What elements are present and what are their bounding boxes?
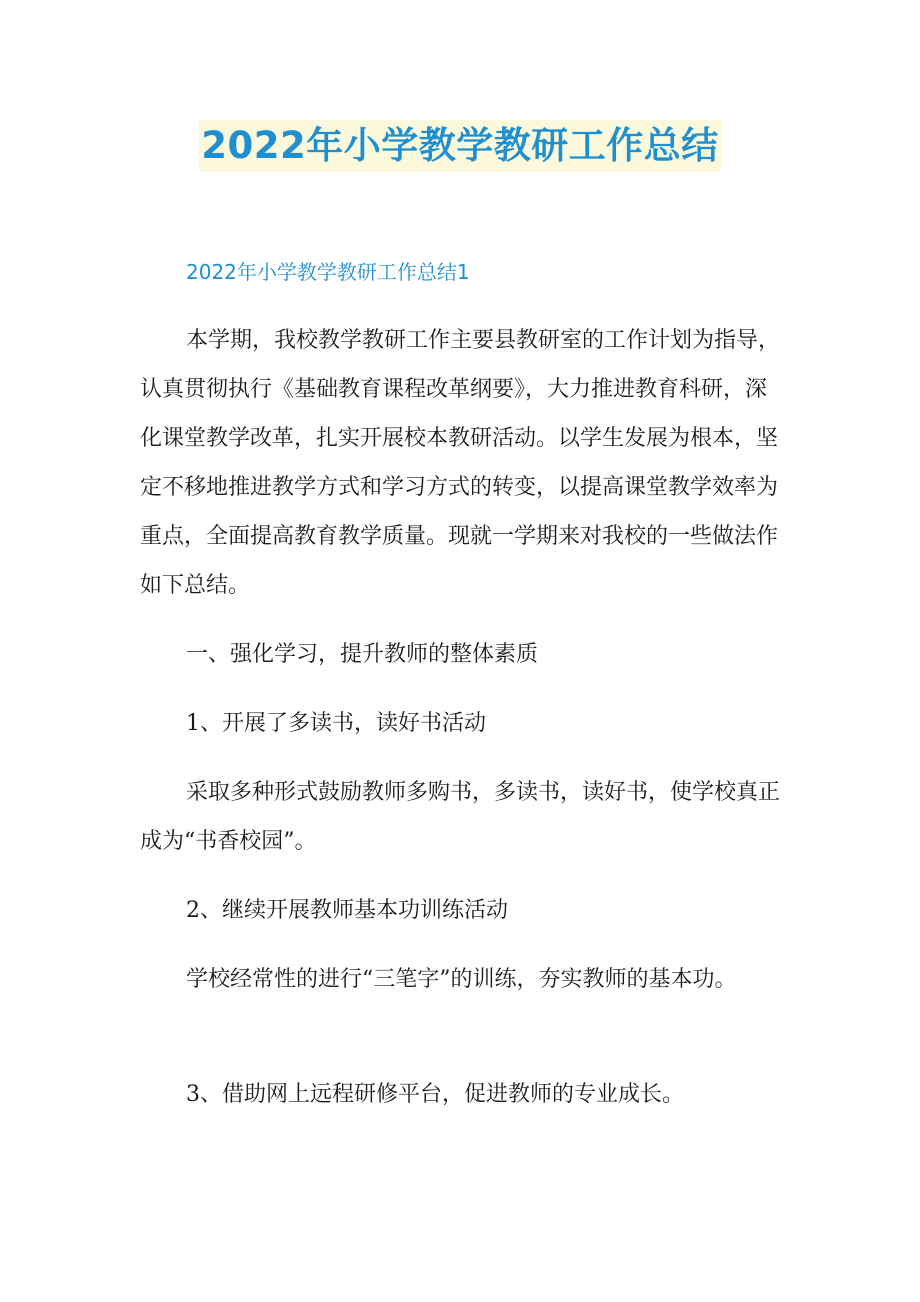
intro-paragraph: 本学期，我校教学教研工作主要县教研室的工作计划为指导，认真贯彻执行《基础教育课程改革纲要》，大力推进教育科研，深化课堂教学改革，扎实开展校本教研活动。以学生发展为根本，坚定不移地推进教学方式和学习方式的转变，以提高课堂教学效率为重点，全面提高教育教学质量。现就一学期来对我校的一些做法作如下总结。	[140, 328, 781, 598]
spacer	[140, 935, 780, 955]
document-title: 2022年小学教学教研工作总结	[199, 120, 720, 172]
paragraph-reading: 采取多种形式鼓励教师多购书，多读书，读好书，使学校真正成为“书香校园”。	[140, 780, 781, 854]
title-container	[0, 120, 920, 172]
spacer	[140, 679, 780, 699]
subheading-2: 2、继续开展教师基本功训练活动	[186, 898, 508, 923]
paragraph-training: 学校经常性的进行“三笔字”的训练，夯实教师的基本功。	[186, 967, 737, 992]
spacer	[140, 866, 780, 886]
spacer	[140, 1004, 780, 1070]
subheading-3: 3、借助网上远程研修平台，促进教师的专业成长。	[186, 1082, 684, 1107]
spacer	[140, 297, 780, 316]
document-body	[140, 248, 780, 1119]
section-subtitle: 2022年小学教学教研工作总结1	[186, 260, 470, 284]
heading-section-1: 一、强化学习，提升教师的整体素质	[186, 642, 539, 667]
subheading-1: 1、开展了多读书，读好书活动	[186, 711, 486, 736]
spacer	[140, 748, 780, 768]
spacer	[140, 610, 780, 630]
